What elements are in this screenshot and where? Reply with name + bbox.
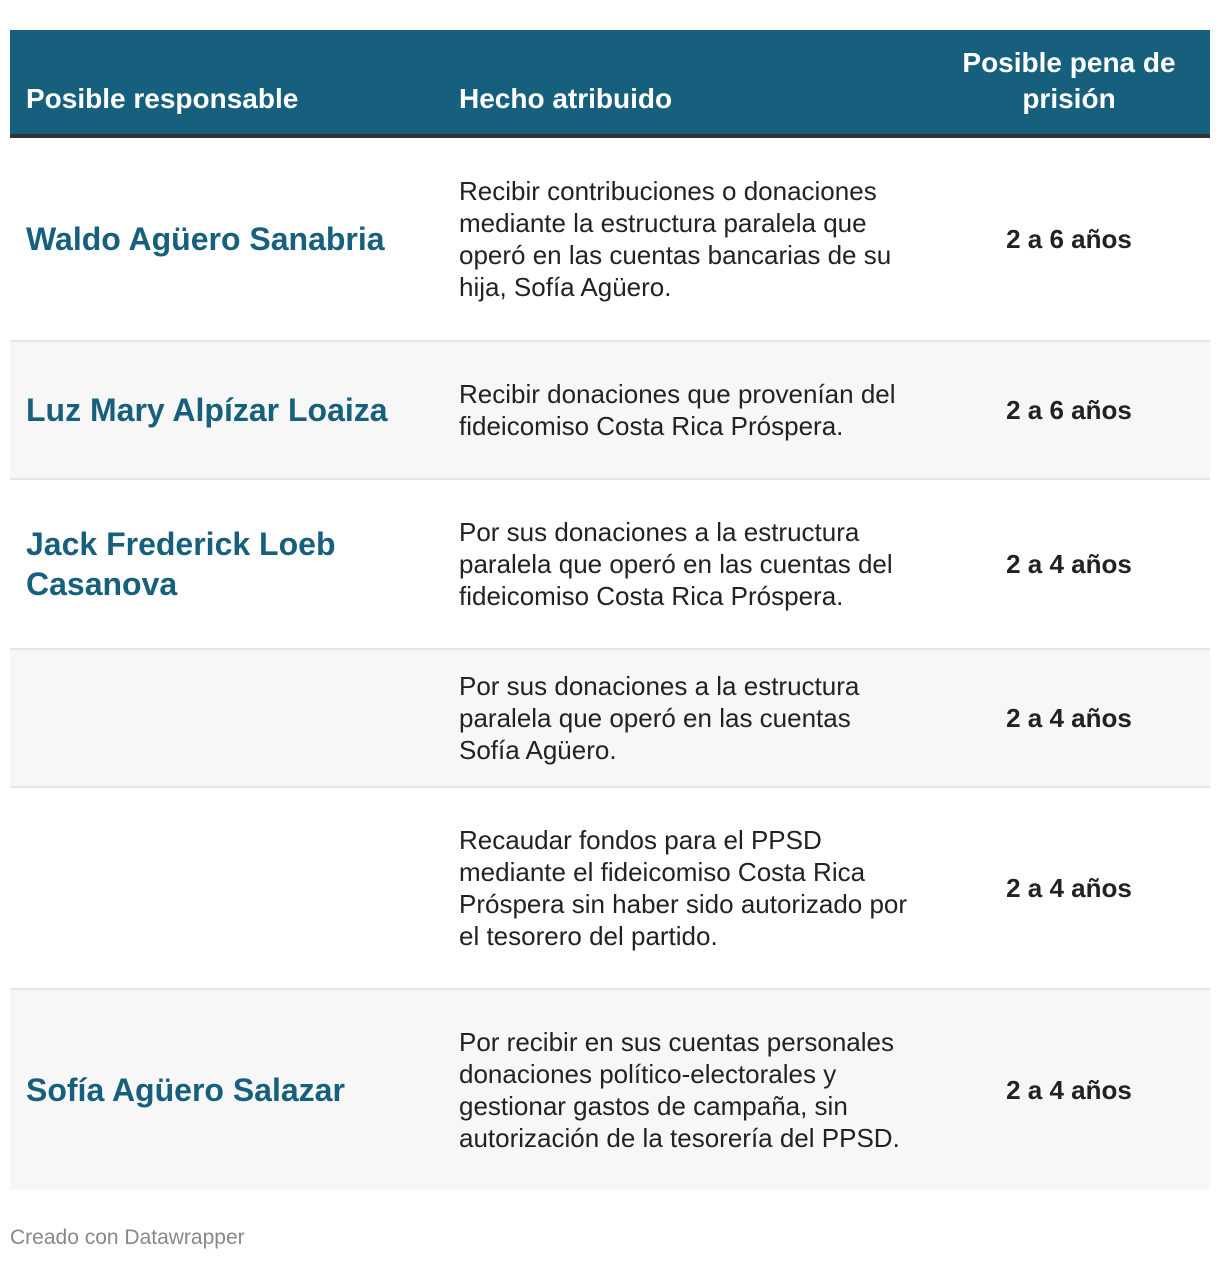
pena-cell: 2 a 4 años bbox=[1006, 548, 1132, 579]
column-header-hecho[interactable]: Hecho atribuido bbox=[459, 83, 673, 114]
pena-cell: 2 a 4 años bbox=[1006, 702, 1132, 733]
datawrapper-credit[interactable]: Creado con Datawrapper bbox=[10, 1226, 245, 1249]
responsable-cell bbox=[10, 650, 443, 786]
hecho-cell: Por recibir en sus cuentas personales donaciones político-electorales y gestionar gastos de campaña, sin autorización de la tesorería del PPSD. bbox=[459, 1027, 900, 1153]
hecho-cell: Por sus donaciones a la estructura paralela que operó en las cuentas Sofía Agüero. bbox=[459, 671, 860, 765]
pena-cell: 2 a 6 años bbox=[1006, 394, 1132, 425]
table-row bbox=[10, 342, 1210, 480]
responsable-cell: Luz Mary Alpízar Loaiza bbox=[26, 392, 388, 428]
table-header bbox=[10, 30, 1210, 138]
pena-cell: 2 a 4 años bbox=[1006, 872, 1132, 903]
responsable-cell: Jack Frederick Loeb Casanova bbox=[26, 526, 336, 602]
responsable-cell bbox=[10, 788, 443, 988]
table-row bbox=[10, 990, 1210, 1190]
responsable-cell: Sofía Agüero Salazar bbox=[26, 1072, 345, 1108]
column-header-responsable[interactable]: Posible responsable bbox=[26, 83, 299, 114]
column-header-pena[interactable]: Posible pena de prisión bbox=[962, 47, 1176, 114]
hecho-cell: Recibir contribuciones o donaciones mediante la estructura paralela que operó en las cuentas bancarias de su hija, Sofía Agüero. bbox=[459, 176, 892, 302]
hecho-cell: Recibir donaciones que provenían del fideicomiso Costa Rica Próspera. bbox=[459, 379, 896, 441]
data-table bbox=[10, 30, 1210, 1190]
hecho-cell: Recaudar fondos para el PPSD mediante el fideicomiso Costa Rica Próspera sin haber sido autorizado por el tesorero del partido. bbox=[459, 825, 908, 951]
table-row bbox=[10, 788, 1210, 990]
table-row bbox=[10, 650, 1210, 788]
pena-cell: 2 a 4 años bbox=[1006, 1074, 1132, 1105]
table-row bbox=[10, 138, 1210, 342]
table-row bbox=[10, 480, 1210, 650]
pena-cell: 2 a 6 años bbox=[1006, 223, 1132, 254]
hecho-cell: Por sus donaciones a la estructura paralela que operó en las cuentas del fideicomiso Costa Rica Próspera. bbox=[459, 517, 893, 611]
responsable-cell: Waldo Agüero Sanabria bbox=[26, 221, 385, 257]
